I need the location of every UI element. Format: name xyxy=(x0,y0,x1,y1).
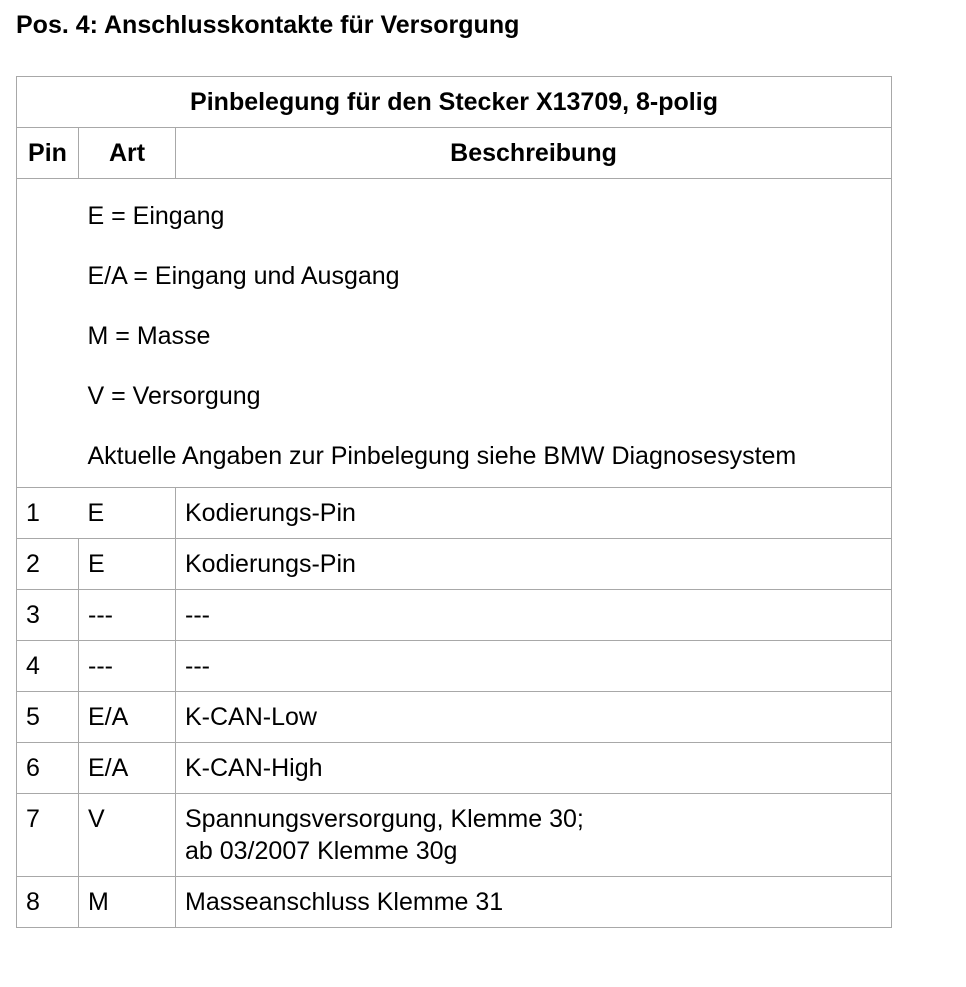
pin-cell: 2 xyxy=(17,539,79,590)
pin-assignment-table xyxy=(16,76,892,928)
description-cell xyxy=(176,794,892,877)
legend-line: V = Versorgung xyxy=(87,382,261,410)
description-cell xyxy=(176,692,892,743)
legend-line: E = Eingang xyxy=(87,202,225,230)
pin-cell: 4 xyxy=(17,641,79,692)
pin-cell: 3 xyxy=(17,590,79,641)
page-title: Pos. 4: Anschlusskontakte für Versorgung xyxy=(16,11,520,39)
pin-cell: 1 xyxy=(17,488,79,539)
description-cell xyxy=(176,641,892,692)
legend-spacer xyxy=(17,179,79,488)
pin-cell: 5 xyxy=(17,692,79,743)
art-cell: E/A xyxy=(79,692,176,743)
art-cell: M xyxy=(79,877,176,928)
art-cell: E/A xyxy=(79,743,176,794)
description-line: K-CAN-High xyxy=(185,754,323,782)
description-line: Masseanschluss Klemme 31 xyxy=(185,888,504,916)
table-header-row xyxy=(17,128,892,179)
description-cell xyxy=(176,743,892,794)
legend-note: Aktuelle Angaben zur Pinbelegung siehe BMW Diagnosesystem xyxy=(87,442,797,470)
art-cell: E xyxy=(79,539,176,590)
description-cell xyxy=(176,488,892,539)
column-header-pin: Pin xyxy=(17,128,79,179)
art-cell: --- xyxy=(79,590,176,641)
pin-cell: 7 xyxy=(17,794,79,877)
art-cell: E xyxy=(79,488,176,539)
description-line: ab 03/2007 Klemme 30g xyxy=(185,837,458,865)
column-header-art: Art xyxy=(79,128,176,179)
table-row xyxy=(17,692,892,743)
art-cell: V xyxy=(79,794,176,877)
description-cell xyxy=(176,590,892,641)
table-row xyxy=(17,539,892,590)
art-cell: --- xyxy=(79,641,176,692)
description-line: Spannungsversorgung, Klemme 30; xyxy=(185,805,584,833)
description-line: --- xyxy=(185,601,210,629)
table-row xyxy=(17,743,892,794)
legend-block xyxy=(79,179,892,488)
pin-cell: 8 xyxy=(17,877,79,928)
table-caption-row xyxy=(17,77,892,128)
table-row xyxy=(17,590,892,641)
legend-line: E/A = Eingang und Ausgang xyxy=(87,262,400,290)
legend-row xyxy=(17,179,892,488)
description-line: --- xyxy=(185,652,210,680)
pin-cell: 6 xyxy=(17,743,79,794)
description-cell xyxy=(176,877,892,928)
description-line: K-CAN-Low xyxy=(185,703,317,731)
description-cell xyxy=(176,539,892,590)
table-caption: Pinbelegung für den Stecker X13709, 8-polig xyxy=(17,77,892,128)
column-header-description: Beschreibung xyxy=(176,128,892,179)
table-row xyxy=(17,877,892,928)
table-row xyxy=(17,794,892,877)
legend-line: M = Masse xyxy=(87,322,211,350)
table-row xyxy=(17,488,892,539)
description-line: Kodierungs-Pin xyxy=(185,550,356,578)
description-line: Kodierungs-Pin xyxy=(185,499,356,527)
table-row xyxy=(17,641,892,692)
